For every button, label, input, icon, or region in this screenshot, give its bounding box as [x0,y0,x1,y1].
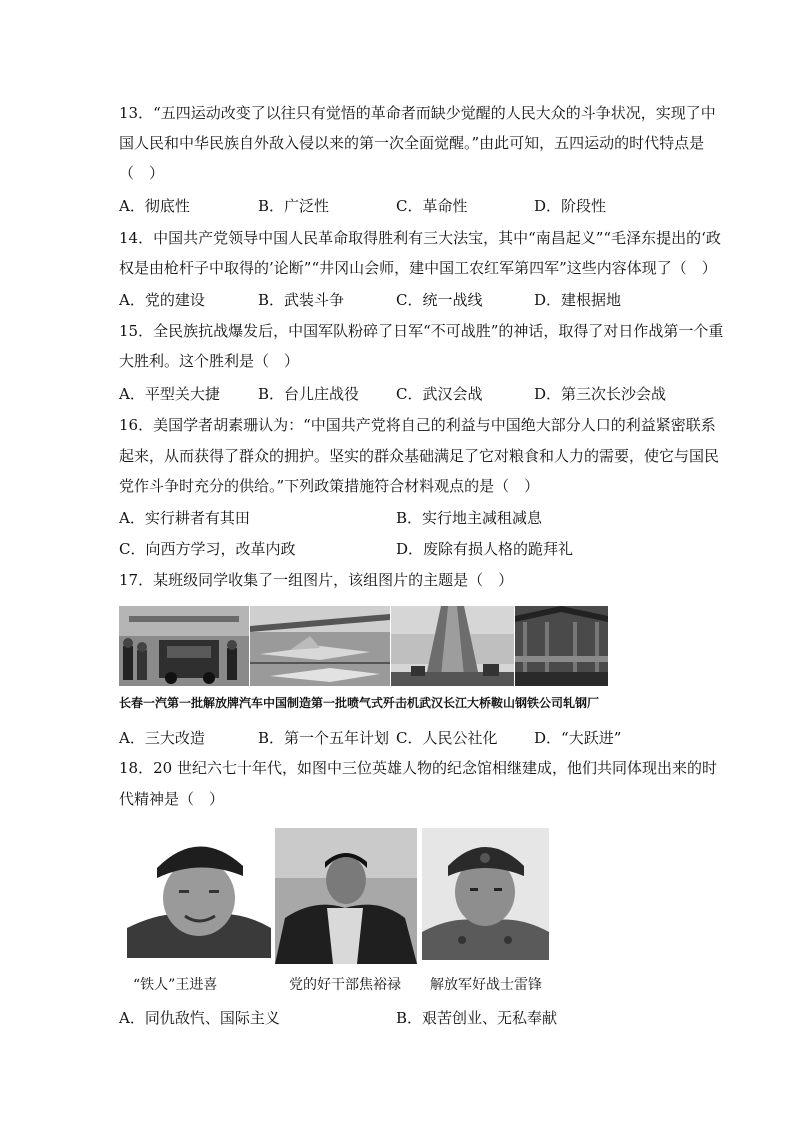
q17-option-d: D．“大跃进” [534,729,622,747]
portrait-caption-lei-feng: 解放军好战士雷锋 [430,977,542,993]
q13-line-1: 13．“五四运动改变了以往只有觉悟的革命者而缺少觉醒的人民大众的斗争状况，实现了中 [119,104,716,122]
portrait-caption-jiao-yulu: 党的好干部焦裕禄 [289,977,401,993]
q16-line-2: 起来，从而获得了群众的拥护。坚实的群众基础满足了它对粮食和人力的需要，使它与国民 [119,447,720,465]
q16-option-b: B．实行地主减租减息 [396,509,543,527]
q13-option-c: C．革命性 [396,197,468,215]
q16-option-d: D．废除有损人格的跪拜礼 [396,540,574,558]
q15-option-b: B．台儿庄战役 [258,385,360,403]
q18-option-a: A．同仇敌忾、国际主义 [119,1009,280,1027]
q18-option-b: B．艰苦创业、无私奉献 [396,1009,558,1027]
yangtze-bridge-photo [391,606,514,686]
q16-line-1: 16．美国学者胡素珊认为：“中国共产党将自己的利益与中国绝大部分人口的利益紧密联系 [119,416,716,434]
q15-line-1: 15．全民族抗战爆发后，中国军队粉碎了日军“不可战胜”的神话，取得了对日作战第一个重 [119,322,724,340]
q14-option-b: B．武装斗争 [258,291,345,309]
wang-jinxi-portrait [127,828,271,958]
q14-option-a: A．党的建设 [119,291,205,309]
q16-option-c: C．向西方学习，改革内政 [119,540,296,558]
q14-option-d: D．建根据地 [534,291,622,309]
portrait-caption-wang-jinxi: “铁人”王进喜 [133,977,218,993]
q17-option-b: B．第一个五年计划 [258,729,390,747]
q13-option-b: B．广泛性 [258,197,330,215]
q13-line-3: （ ） [119,164,165,182]
q17-photo-caption: 长春一汽第一批解放牌汽车中国制造第一批喷气式歼击机武汉长江大桥鞍山钢铁公司轧钢厂 [119,696,600,710]
q13-option-a: A．彻底性 [119,197,190,215]
q14-option-c: C．统一战线 [396,291,483,309]
q18-line-2: 代精神是（ ） [119,790,225,808]
q17-option-a: A．三大改造 [119,729,205,747]
q14-line-1: 14．中国共产党领导中国人民革命取得胜利有三大法宝，其中“南昌起义”“毛泽东提出的‘政 [119,229,721,247]
q17-option-c: C．人民公社化 [396,729,498,747]
jiao-yulu-portrait [275,828,417,964]
q18-line-1: 18．20 世纪六七十年代，如图中三位英雄人物的纪念馆相继建成，他们共同体现出来的时 [119,759,717,777]
q14-line-2: 权是由枪杆子中取得的’论断”“井冈山会师，建中国工农红军第四军”这些内容体现了（ ） [119,259,717,277]
q13-option-d: D．阶段性 [534,197,607,215]
q16-option-a: A．实行耕者有其田 [119,509,250,527]
steel-mill-photo [515,606,608,686]
q15-line-2: 大胜利。这个胜利是（ ） [119,352,300,370]
q13-line-2: 国人民和中华民族自外敌入侵以来的第一次全面觉醒。”由此可知，五四运动的时代特点是 [119,134,705,152]
q17-line-1: 17．某班级同学收集了一组图片，该组图片的主题是（ ） [119,571,514,589]
q15-option-c: C．武汉会战 [396,385,483,403]
lei-feng-portrait [422,828,549,960]
truck-factory-photo [119,606,249,686]
q16-line-3: 党作斗争时充分的供给。”下列政策措施符合材料观点的是（ ） [119,477,540,495]
q15-option-a: A．平型关大捷 [119,385,220,403]
q15-option-d: D．第三次长沙会战 [534,385,667,403]
jet-fighter-photo [250,606,390,686]
